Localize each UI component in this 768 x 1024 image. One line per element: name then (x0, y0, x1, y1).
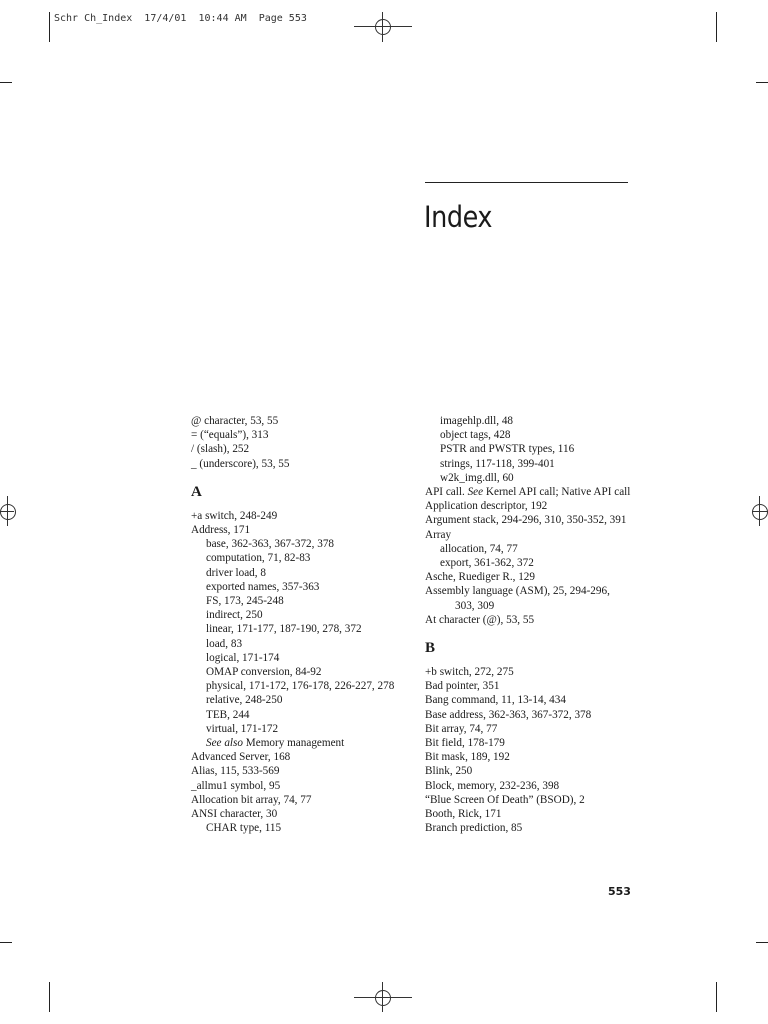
index-entry: _ (underscore), 53, 55 (191, 457, 290, 470)
index-entry: Branch prediction, 85 (425, 822, 523, 835)
index-entry: = (“equals”), 313 (191, 429, 269, 442)
index-entry: computation, 71, 82-83 (206, 552, 311, 565)
index-entry: strings, 117-118, 399-401 (440, 457, 555, 470)
index-entry: @ character, 53, 55 (191, 415, 279, 427)
index-entry: Booth, Rick, 171 (425, 808, 502, 821)
index-entry: Blink, 250 (425, 765, 473, 778)
index-entry: Allocation bit array, 74, 77 (191, 793, 312, 806)
index-entry: OMAP conversion, 84-92 (206, 666, 322, 679)
index-entry: object tags, 428 (440, 429, 511, 442)
index-letter-heading: B (425, 640, 436, 657)
index-entry: physical, 171-172, 176-178, 226-227, 278 (206, 680, 395, 693)
index-entry: indirect, 250 (206, 609, 263, 622)
index-entry-text: API call. (425, 486, 468, 499)
index-entry: allocation, 74, 77 (440, 542, 518, 555)
index-entry: Alias, 115, 533-569 (191, 765, 280, 778)
index-entry: Address, 171 (191, 524, 251, 537)
index-entry: w2k_img.dll, 60 (440, 471, 514, 484)
crop-mark (49, 982, 50, 1012)
index-entry: Base address, 362-363, 367-372, 378 (425, 708, 592, 721)
index-entry-text: Memory management (242, 737, 345, 750)
index-entry: exported names, 357-363 (206, 580, 320, 593)
index-cross-reference: See also (206, 737, 243, 750)
index-entry: TEB, 244 (206, 708, 250, 721)
crop-mark (756, 82, 768, 83)
crop-mark (0, 942, 12, 943)
index-entry: At character (@), 53, 55 (425, 613, 535, 626)
index-entry: linear, 171-177, 187-190, 278, 372 (206, 623, 362, 636)
index-entry: export, 361-362, 372 (440, 557, 534, 570)
printer-slug: Schr Ch_Index 17/4/01 10:44 AM Page 553 (54, 13, 307, 24)
index-entry: Assembly language (ASM), 25, 294-296, (425, 585, 610, 598)
index-entry: Advanced Server, 168 (191, 751, 291, 764)
index-entry: virtual, 171-172 (206, 722, 279, 735)
page-title: Index (424, 200, 493, 234)
index-column-right (425, 414, 640, 835)
title-rule (425, 182, 628, 183)
index-entry: _allmu1 symbol, 95 (191, 779, 281, 792)
index-entry: PSTR and PWSTR types, 116 (440, 443, 575, 456)
index-entry: Application descriptor, 192 (425, 500, 548, 513)
index-entry: Bit mask, 189, 192 (425, 751, 510, 764)
index-column-left (191, 414, 401, 835)
index-entry: Asche, Ruediger R., 129 (425, 571, 535, 584)
index-entry: relative, 248-250 (206, 694, 283, 707)
index-entry: Bad pointer, 351 (425, 680, 500, 693)
index-entry: FS, 173, 245-248 (206, 595, 284, 608)
index-entry: load, 83 (206, 637, 243, 650)
index-entry: Array (425, 528, 452, 541)
index-entry: Bit array, 74, 77 (425, 722, 498, 735)
index-entry: Bit field, 178-179 (425, 737, 505, 750)
index-entry: CHAR type, 115 (206, 822, 282, 835)
index-entry-text: Kernel API call; Native API call (483, 486, 631, 499)
index-entry (191, 736, 401, 750)
index-entry (425, 485, 640, 499)
index-entry: +a switch, 248-249 (191, 509, 278, 522)
index-letter-heading: A (191, 483, 202, 500)
index-entry: base, 362-363, 367-372, 378 (206, 538, 335, 551)
index-entry: Block, memory, 232-236, 398 (425, 779, 560, 792)
index-cross-reference: See (467, 486, 484, 499)
crop-mark (0, 82, 12, 83)
crop-mark (49, 12, 50, 42)
index-entry: “Blue Screen Of Death” (BSOD), 2 (425, 793, 585, 806)
index-entry: logical, 171-174 (206, 651, 280, 664)
index-entry: / (slash), 252 (191, 443, 250, 456)
crop-mark (716, 982, 717, 1012)
index-entry: +b switch, 272, 275 (425, 666, 514, 679)
index-entry: imagehlp.dll, 48 (440, 415, 514, 427)
index-entry: Argument stack, 294-296, 310, 350-352, 391 (425, 514, 627, 527)
index-entry: Bang command, 11, 13-14, 434 (425, 694, 566, 707)
crop-mark (756, 942, 768, 943)
page-number: 553 (608, 885, 631, 898)
index-entry: ANSI character, 30 (191, 808, 278, 821)
index-entry: 303, 309 (455, 599, 495, 612)
crop-mark (716, 12, 717, 42)
index-entry: driver load, 8 (206, 566, 266, 579)
